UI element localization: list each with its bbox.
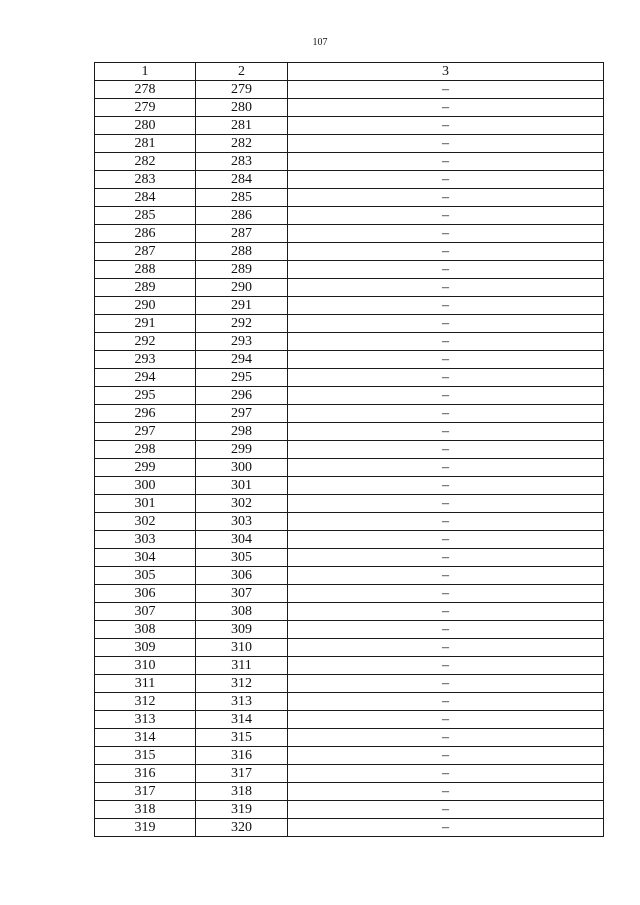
table-cell-col-3: – [288,585,604,603]
table-row [95,315,604,333]
table-cell-col-1: 297 [95,423,196,441]
table-row [95,477,604,495]
table-cell-col-1: 314 [95,729,196,747]
table-row [95,693,604,711]
table-cell-col-2: 294 [196,351,288,369]
table-cell-col-3: – [288,495,604,513]
table-cell-col-1: 288 [95,261,196,279]
table-cell-col-3: – [288,621,604,639]
table-cell-col-1: 293 [95,351,196,369]
table-cell-col-3: – [288,261,604,279]
table-cell-col-2: 282 [196,135,288,153]
table-header [95,63,604,81]
table-row [95,207,604,225]
table-cell-col-3: – [288,81,604,99]
table-row [95,657,604,675]
table-row [95,495,604,513]
column-header-1: 1 [95,63,196,81]
table-cell-col-3: – [288,405,604,423]
table-cell-col-3: – [288,117,604,135]
table-cell-col-2: 280 [196,99,288,117]
table-row [95,261,604,279]
table-row [95,513,604,531]
table-cell-col-1: 294 [95,369,196,387]
table-cell-col-1: 279 [95,99,196,117]
table-cell-col-3: – [288,783,604,801]
table-cell-col-1: 286 [95,225,196,243]
table-cell-col-1: 289 [95,279,196,297]
table-cell-col-2: 306 [196,567,288,585]
table-row [95,387,604,405]
table-cell-col-3: – [288,243,604,261]
table-cell-col-2: 290 [196,279,288,297]
table-cell-col-3: – [288,351,604,369]
table-row [95,333,604,351]
table-cell-col-1: 290 [95,297,196,315]
table-cell-col-2: 279 [196,81,288,99]
table-cell-col-2: 288 [196,243,288,261]
table-row [95,117,604,135]
table-cell-col-1: 296 [95,405,196,423]
column-header-3: 3 [288,63,604,81]
table-cell-col-2: 302 [196,495,288,513]
table-cell-col-3: – [288,441,604,459]
table-cell-col-2: 309 [196,621,288,639]
table-cell-col-3: – [288,675,604,693]
table-cell-col-1: 303 [95,531,196,549]
table-cell-col-1: 319 [95,819,196,837]
table-row [95,441,604,459]
table-cell-col-3: – [288,99,604,117]
table-cell-col-2: 308 [196,603,288,621]
table-cell-col-1: 318 [95,801,196,819]
table-row [95,81,604,99]
table-row [95,153,604,171]
table-cell-col-3: – [288,477,604,495]
table-body [95,81,604,837]
table-cell-col-1: 281 [95,135,196,153]
table-cell-col-1: 305 [95,567,196,585]
table-cell-col-3: – [288,801,604,819]
table-cell-col-2: 304 [196,531,288,549]
table-row [95,585,604,603]
table-cell-col-3: – [288,549,604,567]
table-cell-col-1: 295 [95,387,196,405]
table-cell-col-1: 307 [95,603,196,621]
data-table [94,62,604,837]
table-cell-col-3: – [288,657,604,675]
table-row [95,171,604,189]
table-cell-col-2: 310 [196,639,288,657]
table-cell-col-2: 293 [196,333,288,351]
table-row [95,99,604,117]
table-row [95,801,604,819]
table-cell-col-2: 285 [196,189,288,207]
table-row [95,135,604,153]
table-cell-col-3: – [288,423,604,441]
table-row [95,243,604,261]
table-row [95,459,604,477]
table-cell-col-1: 306 [95,585,196,603]
table-cell-col-2: 313 [196,693,288,711]
table-cell-col-3: – [288,225,604,243]
table-cell-col-2: 297 [196,405,288,423]
table-cell-col-1: 291 [95,315,196,333]
table-row [95,819,604,837]
table-cell-col-2: 295 [196,369,288,387]
column-header-2: 2 [196,63,288,81]
table-cell-col-2: 314 [196,711,288,729]
table-cell-col-1: 302 [95,513,196,531]
table-cell-col-1: 315 [95,747,196,765]
table-cell-col-3: – [288,189,604,207]
table-cell-col-3: – [288,387,604,405]
table-cell-col-2: 303 [196,513,288,531]
table-cell-col-2: 315 [196,729,288,747]
table-cell-col-3: – [288,459,604,477]
table-cell-col-3: – [288,297,604,315]
table-cell-col-1: 292 [95,333,196,351]
table-cell-col-1: 308 [95,621,196,639]
table-cell-col-2: 319 [196,801,288,819]
table-row [95,279,604,297]
table-cell-col-3: – [288,567,604,585]
table-cell-col-1: 299 [95,459,196,477]
table-cell-col-2: 291 [196,297,288,315]
table-row [95,405,604,423]
table-cell-col-2: 301 [196,477,288,495]
table-cell-col-1: 283 [95,171,196,189]
table-cell-col-2: 307 [196,585,288,603]
table-cell-col-1: 310 [95,657,196,675]
table-cell-col-1: 282 [95,153,196,171]
table-cell-col-3: – [288,819,604,837]
table-row [95,765,604,783]
table-cell-col-3: – [288,333,604,351]
table-cell-col-1: 284 [95,189,196,207]
table-row [95,621,604,639]
table-cell-col-2: 281 [196,117,288,135]
table-cell-col-1: 316 [95,765,196,783]
table-cell-col-2: 286 [196,207,288,225]
table-cell-col-2: 296 [196,387,288,405]
table-cell-col-1: 287 [95,243,196,261]
table-row [95,189,604,207]
table-cell-col-2: 287 [196,225,288,243]
table-row [95,369,604,387]
table-row [95,225,604,243]
table-cell-col-3: – [288,135,604,153]
table-cell-col-1: 278 [95,81,196,99]
table-row [95,639,604,657]
table-cell-col-2: 292 [196,315,288,333]
table-cell-col-1: 301 [95,495,196,513]
table-cell-col-1: 313 [95,711,196,729]
table-cell-col-2: 316 [196,747,288,765]
table-cell-col-1: 280 [95,117,196,135]
table-row [95,351,604,369]
table-cell-col-2: 289 [196,261,288,279]
table-cell-col-2: 305 [196,549,288,567]
table-cell-col-3: – [288,747,604,765]
table-row [95,747,604,765]
table-row [95,531,604,549]
table-cell-col-3: – [288,279,604,297]
table-cell-col-2: 283 [196,153,288,171]
table-cell-col-3: – [288,171,604,189]
table-cell-col-1: 311 [95,675,196,693]
table-cell-col-1: 312 [95,693,196,711]
table-row [95,423,604,441]
table-cell-col-3: – [288,729,604,747]
table-cell-col-2: 320 [196,819,288,837]
table-cell-col-2: 318 [196,783,288,801]
table-row [95,675,604,693]
table-row [95,297,604,315]
table-cell-col-1: 304 [95,549,196,567]
table-row [95,711,604,729]
table-cell-col-3: – [288,207,604,225]
table-row [95,567,604,585]
table-row [95,603,604,621]
header-row [95,63,604,81]
table-cell-col-2: 311 [196,657,288,675]
table-cell-col-3: – [288,603,604,621]
table-cell-col-2: 284 [196,171,288,189]
table-cell-col-1: 317 [95,783,196,801]
table-row [95,729,604,747]
table-cell-col-1: 300 [95,477,196,495]
table-cell-col-3: – [288,693,604,711]
table-cell-col-3: – [288,639,604,657]
table-cell-col-3: – [288,531,604,549]
table-cell-col-1: 285 [95,207,196,225]
table-cell-col-2: 300 [196,459,288,477]
table-cell-col-2: 299 [196,441,288,459]
table-cell-col-3: – [288,315,604,333]
table-cell-col-2: 312 [196,675,288,693]
table-cell-col-2: 298 [196,423,288,441]
table-cell-col-2: 317 [196,765,288,783]
page-number: 107 [312,37,328,48]
table-cell-col-1: 309 [95,639,196,657]
table-cell-col-3: – [288,711,604,729]
table-cell-col-3: – [288,153,604,171]
table-row [95,783,604,801]
table-row [95,549,604,567]
table-cell-col-1: 298 [95,441,196,459]
table-cell-col-3: – [288,369,604,387]
table-cell-col-3: – [288,513,604,531]
table-cell-col-3: – [288,765,604,783]
